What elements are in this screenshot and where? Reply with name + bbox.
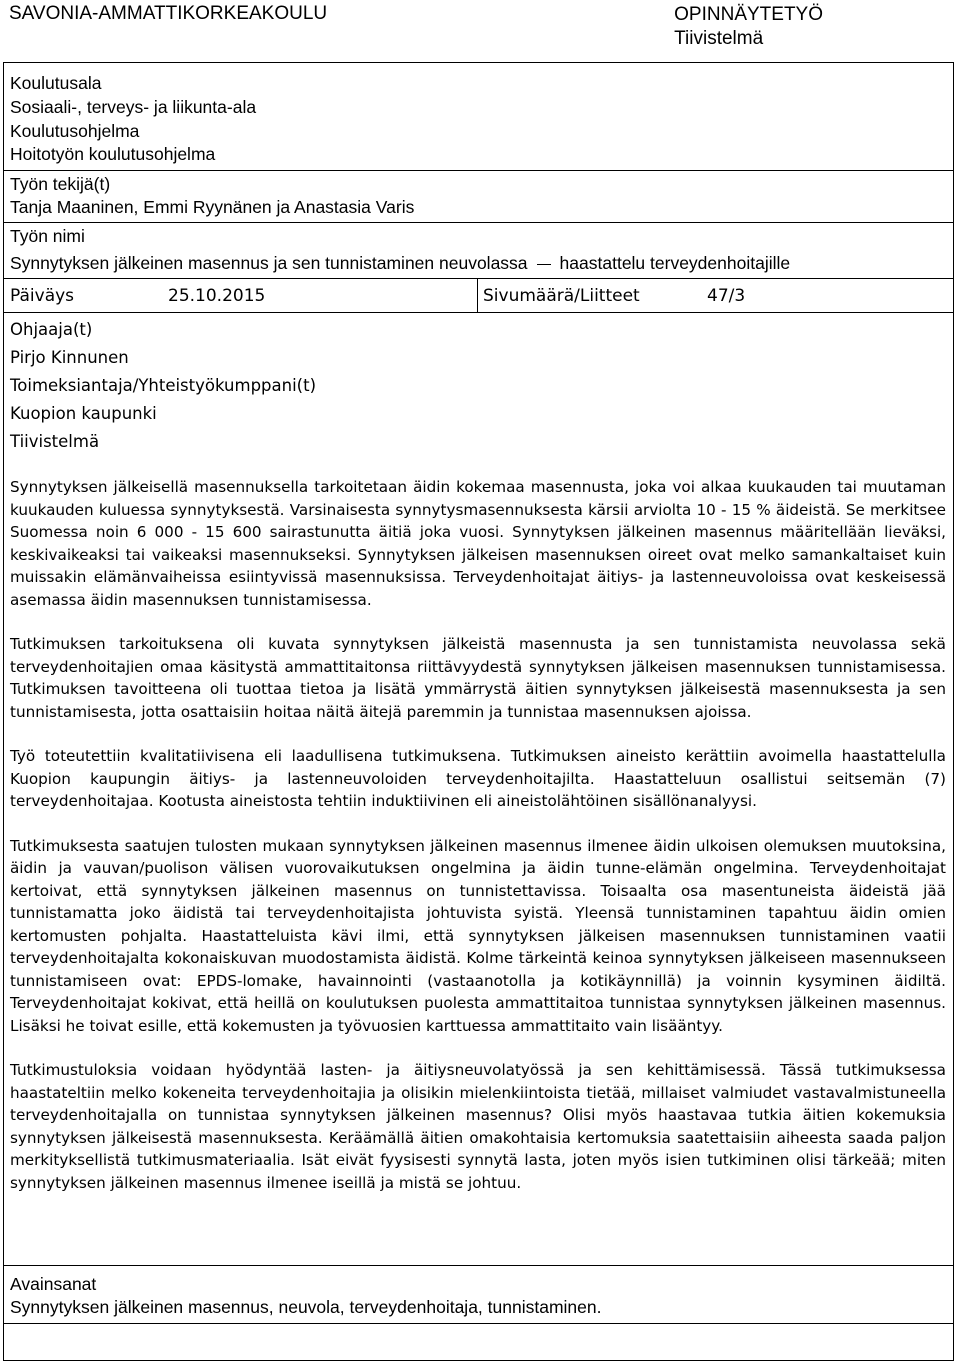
keywords-value: Synnytyksen jälkeinen masennus, neuvola, terveydenhoitaja, tunnistaminen.: [10, 1297, 602, 1317]
program-label: Koulutusohjelma: [10, 121, 140, 141]
title-label: Työn nimi: [10, 226, 85, 246]
abstract-paragraph: Tutkimustuloksia voidaan hyödyntää lasten- ja äitiysneuvolatyössä ja sen kehittämisessä. Tässä tutkimuksessa haastateltiin melko kokeneita terveydenhoitajia ja olisikin mielenkiintoista tietää, millaiset valmiudet vastavalmistuneella terveydenhoitajalla on tunnistaa synnytyksen jälkeinen masennus? Olisi myös haastavaa tutkia äitien kokemuksia synnytyksen jälkeisestä masennuksesta. Keräämällä äitien omakohtaisia kertomuksia saatettaisiin aiheesta saada paljon merkityksellistä tutkimusmateriaalia. Isät eivät fyysisesti synnytä lasta, joten myös isien tutkiminen olisi tärkeää; miten synnytyksen jälkeinen masennus ilmenee iseillä ja mistä se johtuu.: [10, 1061, 946, 1192]
field-value: Sosiaali-, terveys- ja liikunta-ala: [10, 97, 257, 117]
field-label: Koulutusala: [10, 73, 102, 93]
thesis-title: [10, 251, 790, 275]
thesis-title-sub: haastattelu terveydenhoitajille: [559, 253, 791, 273]
doc-section-label: Tiivistelmä: [674, 28, 764, 49]
pages-value: 47/3: [707, 286, 746, 306]
document-type: [674, 3, 823, 51]
date-label: Päiväys: [10, 286, 75, 306]
program-value: Hoitotyön koulutusohjelma: [10, 144, 216, 164]
institution-name: SAVONIA-AMMATTIKORKEAKOULU: [9, 3, 328, 24]
partner-value: Kuopion kaupunki: [10, 404, 157, 423]
divider: [4, 222, 953, 223]
abstract-paragraph: Työ toteutettiin kvalitatiivisena eli laadullisena tutkimuksena. Tutkimuksen aineisto kerättiin avoimella haastattelulla Kuopion kaupungin äitiys- ja lastenneuvoloiden terveydenhoitajilta. Haastatteluun osallistui seitsemän (7) terveydenhoitajaa. Kootusta aineistosta tehtiin induktiivinen eli aineistolähtöinen sisällönanalyysi.: [10, 747, 946, 810]
abstract-body: [10, 476, 946, 1216]
abstract-paragraph: Tutkimuksesta saatujen tulosten mukaan synnytyksen jälkeinen masennus ilmenee äidin ulkoisen olemuksen muutoksina, äidin ja vauvan/puolison välisen vuorovaikutuksen ongelmina ja äidin tunne-elämän ongelmina. Terveydenhoitajat kertoivat, että synnytyksen jälkeinen masennus on tunnistettavissa. Toisaalta osa masentuneista äideistä jää tunnistamatta joko äidistä tai terveydenhoitajista johtuvista syistä. Yleensä tunnistaminen tapahtuu äidin omien kertomusten pohjalta. Haastatteluista kävi ilmi, että synnytyksen jälkeisen masennuksen tunnistaminen vaatii terveydenhoitajalta kokonaiskuvan muodostamista äidistä. Kolme tärkeintä keinoa synnytyksen jälkeiseen masennukseen tunnistamiseen ovat: EPDS-lomake, havainnointi (vastaanotolla ja kotikäynnillä) ja voinnin kysyminen äidiltä. Terveydenhoitajat kokivat, että heillä on koulutuksen puolesta ammattitaitoa tunnistaa synnytyksen jälkeinen masennus. Lisäksi he toivat esille, että kokemusten ja työvuosien karttuessa ammattitaito vain lisääntyy.: [10, 836, 946, 1035]
date-value: 25.10.2015: [168, 286, 266, 306]
divider: [4, 278, 953, 279]
abstract-paragraph: Tutkimuksen tarkoituksena oli kuvata synnytyksen jälkeistä masennusta ja sen tunnistamista neuvolassa sekä terveydenhoitajien omaa käsitystä ammattitaitonsa riittävyydestä synnytyksen jälkeisen masennuksen tunnistamisessa. Tutkimuksen tavoitteena oli tuottaa tietoa ja lisätä ymmärrystä äitien synnytyksen jälkeisestä masennuksesta ja sen tunnistamisesta, jotta osattaisiin hoitaa näitä äitejä paremmin ja tunnistaa masennuksen ajoissa.: [10, 635, 946, 721]
supervisor-label: Ohjaaja(t): [10, 320, 93, 339]
abstract-paragraph: Synnytyksen jälkeisellä masennuksella tarkoitetaan äidin kokemaa masennusta, joka voi alkaa kuukauden tai muutaman kuukauden kuluessa synnytyksestä. Varsinaisesta synnytysmasennuksesta kärsii arviolta 10 - 15 % äideistä. Se merkitsee Suomessa noin 6 000 - 15 600 sairastunutta äitiä joka vuosi. Synnytyksen jälkeinen masennus määritellään lieväksi, keskivaikeaksi tai vaikeaksi masennukseksi. Synnytyksen jälkeisen masennuksen oireet ovat melko samankaltaiset kuin muissakin elämänvaiheissa esiintyvissä masennuksissa. Terveydenhoitajat äitiys- ja lastenneuvoloissa ovat keskeisessä asemassa äidin masennuksen tunnistamisessa.: [10, 478, 946, 609]
authors-value: Tanja Maaninen, Emmi Ryynänen ja Anastasia Varis: [10, 197, 415, 217]
partner-label: Toimeksiantaja/Yhteistyökumppani(t): [10, 376, 317, 395]
doc-type-label: OPINNÄYTETYÖ: [674, 4, 823, 25]
abstract-form: [3, 62, 954, 1361]
pages-label: Sivumäärä/Liitteet: [483, 286, 640, 306]
title-dash: [537, 264, 551, 265]
divider: [4, 312, 953, 313]
authors-label: Työn tekijä(t): [10, 174, 111, 194]
supervisor-value: Pirjo Kinnunen: [10, 348, 129, 367]
keywords-label: Avainsanat: [10, 1274, 97, 1294]
divider: [477, 278, 478, 312]
divider: [4, 1323, 953, 1324]
abstract-label: Tiivistelmä: [10, 432, 100, 451]
thesis-title-main: Synnytyksen jälkeinen masennus ja sen tunnistaminen neuvolassa: [10, 253, 528, 273]
divider: [4, 1265, 953, 1266]
divider: [4, 170, 953, 171]
